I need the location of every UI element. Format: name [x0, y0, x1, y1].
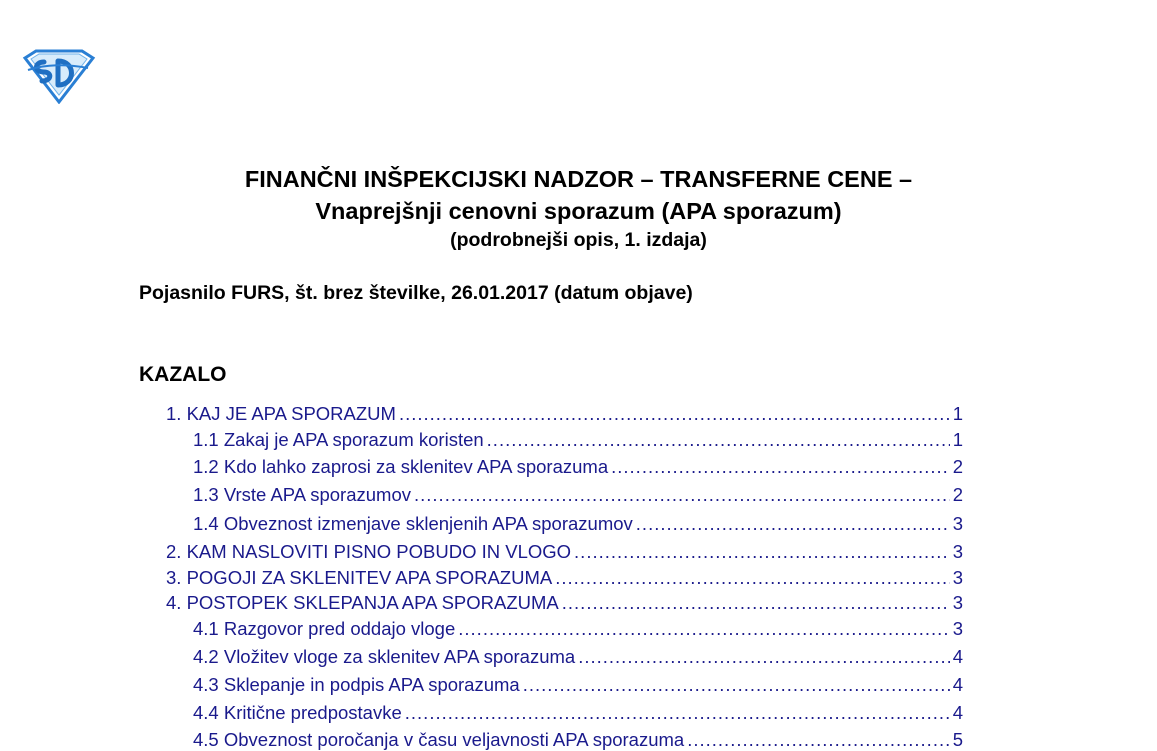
- toc-leader: [523, 674, 950, 696]
- toc-item-label: 4.4 Kritične predpostavke: [193, 702, 402, 723]
- toc-item-label: 1.3 Vrste APA sporazumov: [193, 484, 411, 505]
- toc-item[interactable]: [193, 702, 963, 724]
- toc-item[interactable]: [193, 674, 963, 696]
- toc-item[interactable]: [193, 729, 963, 751]
- toc-item[interactable]: [193, 429, 963, 451]
- toc-item-label: 1.4 Obveznost izmenjave sklenjenih APA sporazumov: [193, 513, 633, 534]
- toc-leader: [636, 513, 950, 535]
- toc-item-label: 4.2 Vložitev vloge za sklenitev APA sporazuma: [193, 646, 576, 667]
- toc-item-label: 4.1 Razgovor pred oddajo vloge: [193, 618, 456, 639]
- toc-item[interactable]: [166, 592, 963, 614]
- document-reference: Pojasnilo FURS, št. brez številke, 26.01.2017 (datum objave): [139, 282, 693, 304]
- toc-item-page: 2: [952, 456, 963, 477]
- document-title-line2: Vnaprejšnji cenovni sporazum (APA sporazum): [315, 198, 842, 224]
- toc-item-label: 4. POSTOPEK SKLEPANJA APA SPORAZUMA: [166, 592, 559, 613]
- toc-item-label: 1. KAJ JE APA SPORAZUM: [166, 403, 396, 424]
- document-title-line1: FINANČNI INŠPEKCIJSKI NADZOR – TRANSFERNE CENE –: [244, 166, 913, 192]
- toc-item[interactable]: [193, 484, 963, 506]
- toc-item[interactable]: [193, 456, 963, 478]
- toc-item[interactable]: [166, 541, 963, 563]
- toc-leader: [562, 592, 950, 614]
- toc-leader: [578, 646, 950, 668]
- toc-item-page: 4: [952, 674, 963, 695]
- toc-item-label: 4.3 Sklepanje in podpis APA sporazuma: [193, 674, 520, 695]
- toc-item-label: 2. KAM NASLOVITI PISNO POBUDO IN VLOGO: [166, 541, 572, 562]
- toc-leader: [687, 729, 949, 751]
- toc-item-page: 3: [952, 513, 963, 534]
- toc-item-page: 3: [952, 541, 963, 562]
- toc-item-page: 3: [952, 567, 963, 588]
- document-subtitle: (podrobnejši opis, 1. izdaja): [450, 229, 707, 251]
- toc-item[interactable]: [166, 567, 963, 589]
- toc-leader: [574, 541, 950, 563]
- toc-item-label: 1.2 Kdo lahko zaprosi za sklenitev APA sporazuma: [193, 456, 609, 477]
- toc-item-page: 3: [952, 592, 963, 613]
- toc-item-label: 4.5 Obveznost poročanja v času veljavnosti APA sporazuma: [193, 729, 685, 750]
- toc-item[interactable]: [166, 403, 963, 425]
- toc-leader: [555, 567, 949, 589]
- toc-item-page: 1: [952, 429, 963, 450]
- furs-logo-icon: [22, 48, 96, 104]
- toc-item-label: 3. POGOJI ZA SKLENITEV APA SPORAZUMA: [166, 567, 553, 588]
- toc-item-label: 1.1 Zakaj je APA sporazum koristen: [193, 429, 484, 450]
- toc-item-page: 1: [952, 403, 963, 424]
- toc-leader: [405, 702, 950, 724]
- toc-item[interactable]: [193, 618, 963, 640]
- toc-leader: [458, 618, 949, 640]
- toc-leader: [611, 456, 950, 478]
- toc-item-page: 3: [952, 618, 963, 639]
- toc-item-page: 4: [952, 646, 963, 667]
- toc-item-page: 4: [952, 702, 963, 723]
- toc-item[interactable]: [193, 513, 963, 535]
- toc-leader: [487, 429, 950, 451]
- toc-item-page: 2: [952, 484, 963, 505]
- toc-leader: [414, 484, 950, 506]
- toc-heading: KAZALO: [139, 363, 227, 386]
- toc-item[interactable]: [193, 646, 963, 668]
- toc-item-page: 5: [952, 729, 963, 750]
- toc-leader: [399, 403, 950, 425]
